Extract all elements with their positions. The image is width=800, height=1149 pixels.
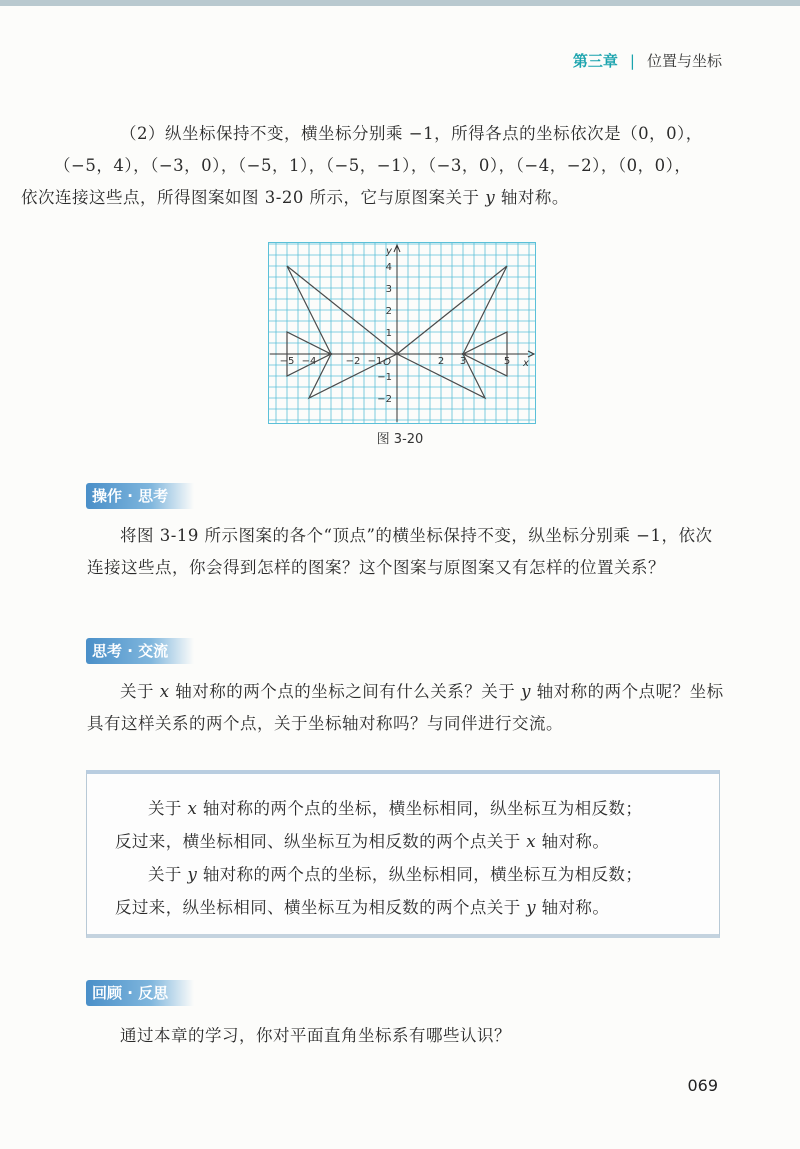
y-tick-label: 4: [385, 262, 392, 273]
te-var-y: y: [521, 682, 531, 701]
review-text: 通过本章的学习，你对平面直角坐标系有哪些认识？: [120, 1026, 511, 1045]
s2-var: x: [526, 832, 536, 851]
intro-line-3a: 依次连接这些点，所得图案如图 3-20 所示，它与原图案关于: [21, 188, 486, 207]
summary-line-2: [115, 825, 705, 858]
operate-think-text: 将图 3-19 所示图案的各个“顶点”的横坐标保持不变，纵坐标分别乘 −1，依次连接这些点，你会得到怎样的图案？这个图案与原图案又有怎样的位置关系？: [87, 526, 713, 577]
s2b: 轴对称。: [535, 832, 610, 851]
chapter-title: 位置与坐标: [646, 52, 722, 70]
page-number: 069: [687, 1076, 718, 1095]
te-part-c: 轴对称的两个点呢？坐标具有这样关系的两个点，关于坐标轴对称吗？与同伴进行交流。: [87, 682, 724, 733]
running-header: [573, 50, 722, 71]
x-tick-label: 5: [503, 356, 511, 367]
s1b: 轴对称的两个点的坐标，横坐标相同，纵坐标互为相反数；: [197, 799, 643, 818]
te-var-x: x: [159, 682, 170, 701]
header-separator: |: [629, 52, 635, 70]
intro-paragraph: [21, 118, 727, 214]
s4-var: y: [526, 898, 536, 917]
grid-border: [269, 243, 536, 424]
x-tick-label: −2: [345, 356, 361, 367]
y-tick-label: 1: [385, 328, 392, 339]
s4b: 轴对称。: [535, 898, 610, 917]
x-tick-label: −4: [301, 356, 317, 367]
te-part-a: 关于: [120, 682, 160, 701]
summary-line-1: [115, 792, 705, 825]
y-tick-label: 3: [385, 284, 392, 295]
x-axis-label: x: [523, 358, 529, 369]
intro-line-3b: 轴对称。: [495, 188, 569, 207]
section-tag-operate-think: 操作 · 思考: [86, 483, 194, 509]
y-tick-label: −2: [377, 394, 392, 405]
think-exchange-text: [87, 676, 727, 740]
x-tick-label: −5: [279, 356, 295, 367]
s3-var: y: [187, 865, 198, 884]
chapter-label: 第三章: [572, 52, 618, 70]
intro-line-2: （−5，4），（−3，0），（−5，1），（−5，−1），（−3，0），（−4，−2），（0，0），: [54, 156, 692, 175]
summary-line-4: [115, 891, 705, 924]
s4a: 反过来，纵坐标相同、横坐标互为相反数的两个点关于: [115, 898, 527, 917]
section-tag-review: 回顾 · 反思: [86, 980, 194, 1006]
top-edge-strip: [0, 0, 800, 6]
s1-var: x: [187, 799, 198, 818]
x-tick-label: −1: [367, 356, 383, 367]
y-tick-label: −1: [377, 372, 392, 383]
figure-caption: 图 3-20: [376, 432, 424, 447]
x-tick-label: 2: [437, 356, 445, 367]
x-tick-label: 3: [459, 356, 467, 367]
summary-line-3: [115, 858, 705, 891]
coordinate-figure: [268, 242, 536, 424]
origin-label: O: [383, 357, 391, 368]
intro-line-1: （2）纵坐标保持不变，横坐标分别乘 −1，所得各点的坐标依次是（0，0），: [120, 124, 703, 143]
y-tick-label: 2: [385, 306, 392, 317]
s3a: 关于: [148, 865, 188, 884]
s3b: 轴对称的两个点的坐标，纵坐标相同，横坐标互为相反数；: [197, 865, 643, 884]
s1a: 关于: [148, 799, 188, 818]
y-axis-label: y: [386, 246, 392, 257]
te-part-b: 轴对称的两个点的坐标之间有什么关系？关于: [169, 682, 522, 701]
intro-var-y: y: [485, 188, 496, 207]
section-tag-think-exchange: 思考 · 交流: [86, 638, 194, 664]
summary-box: [86, 770, 720, 938]
s2a: 反过来，横坐标相同、纵坐标互为相反数的两个点关于: [115, 832, 527, 851]
